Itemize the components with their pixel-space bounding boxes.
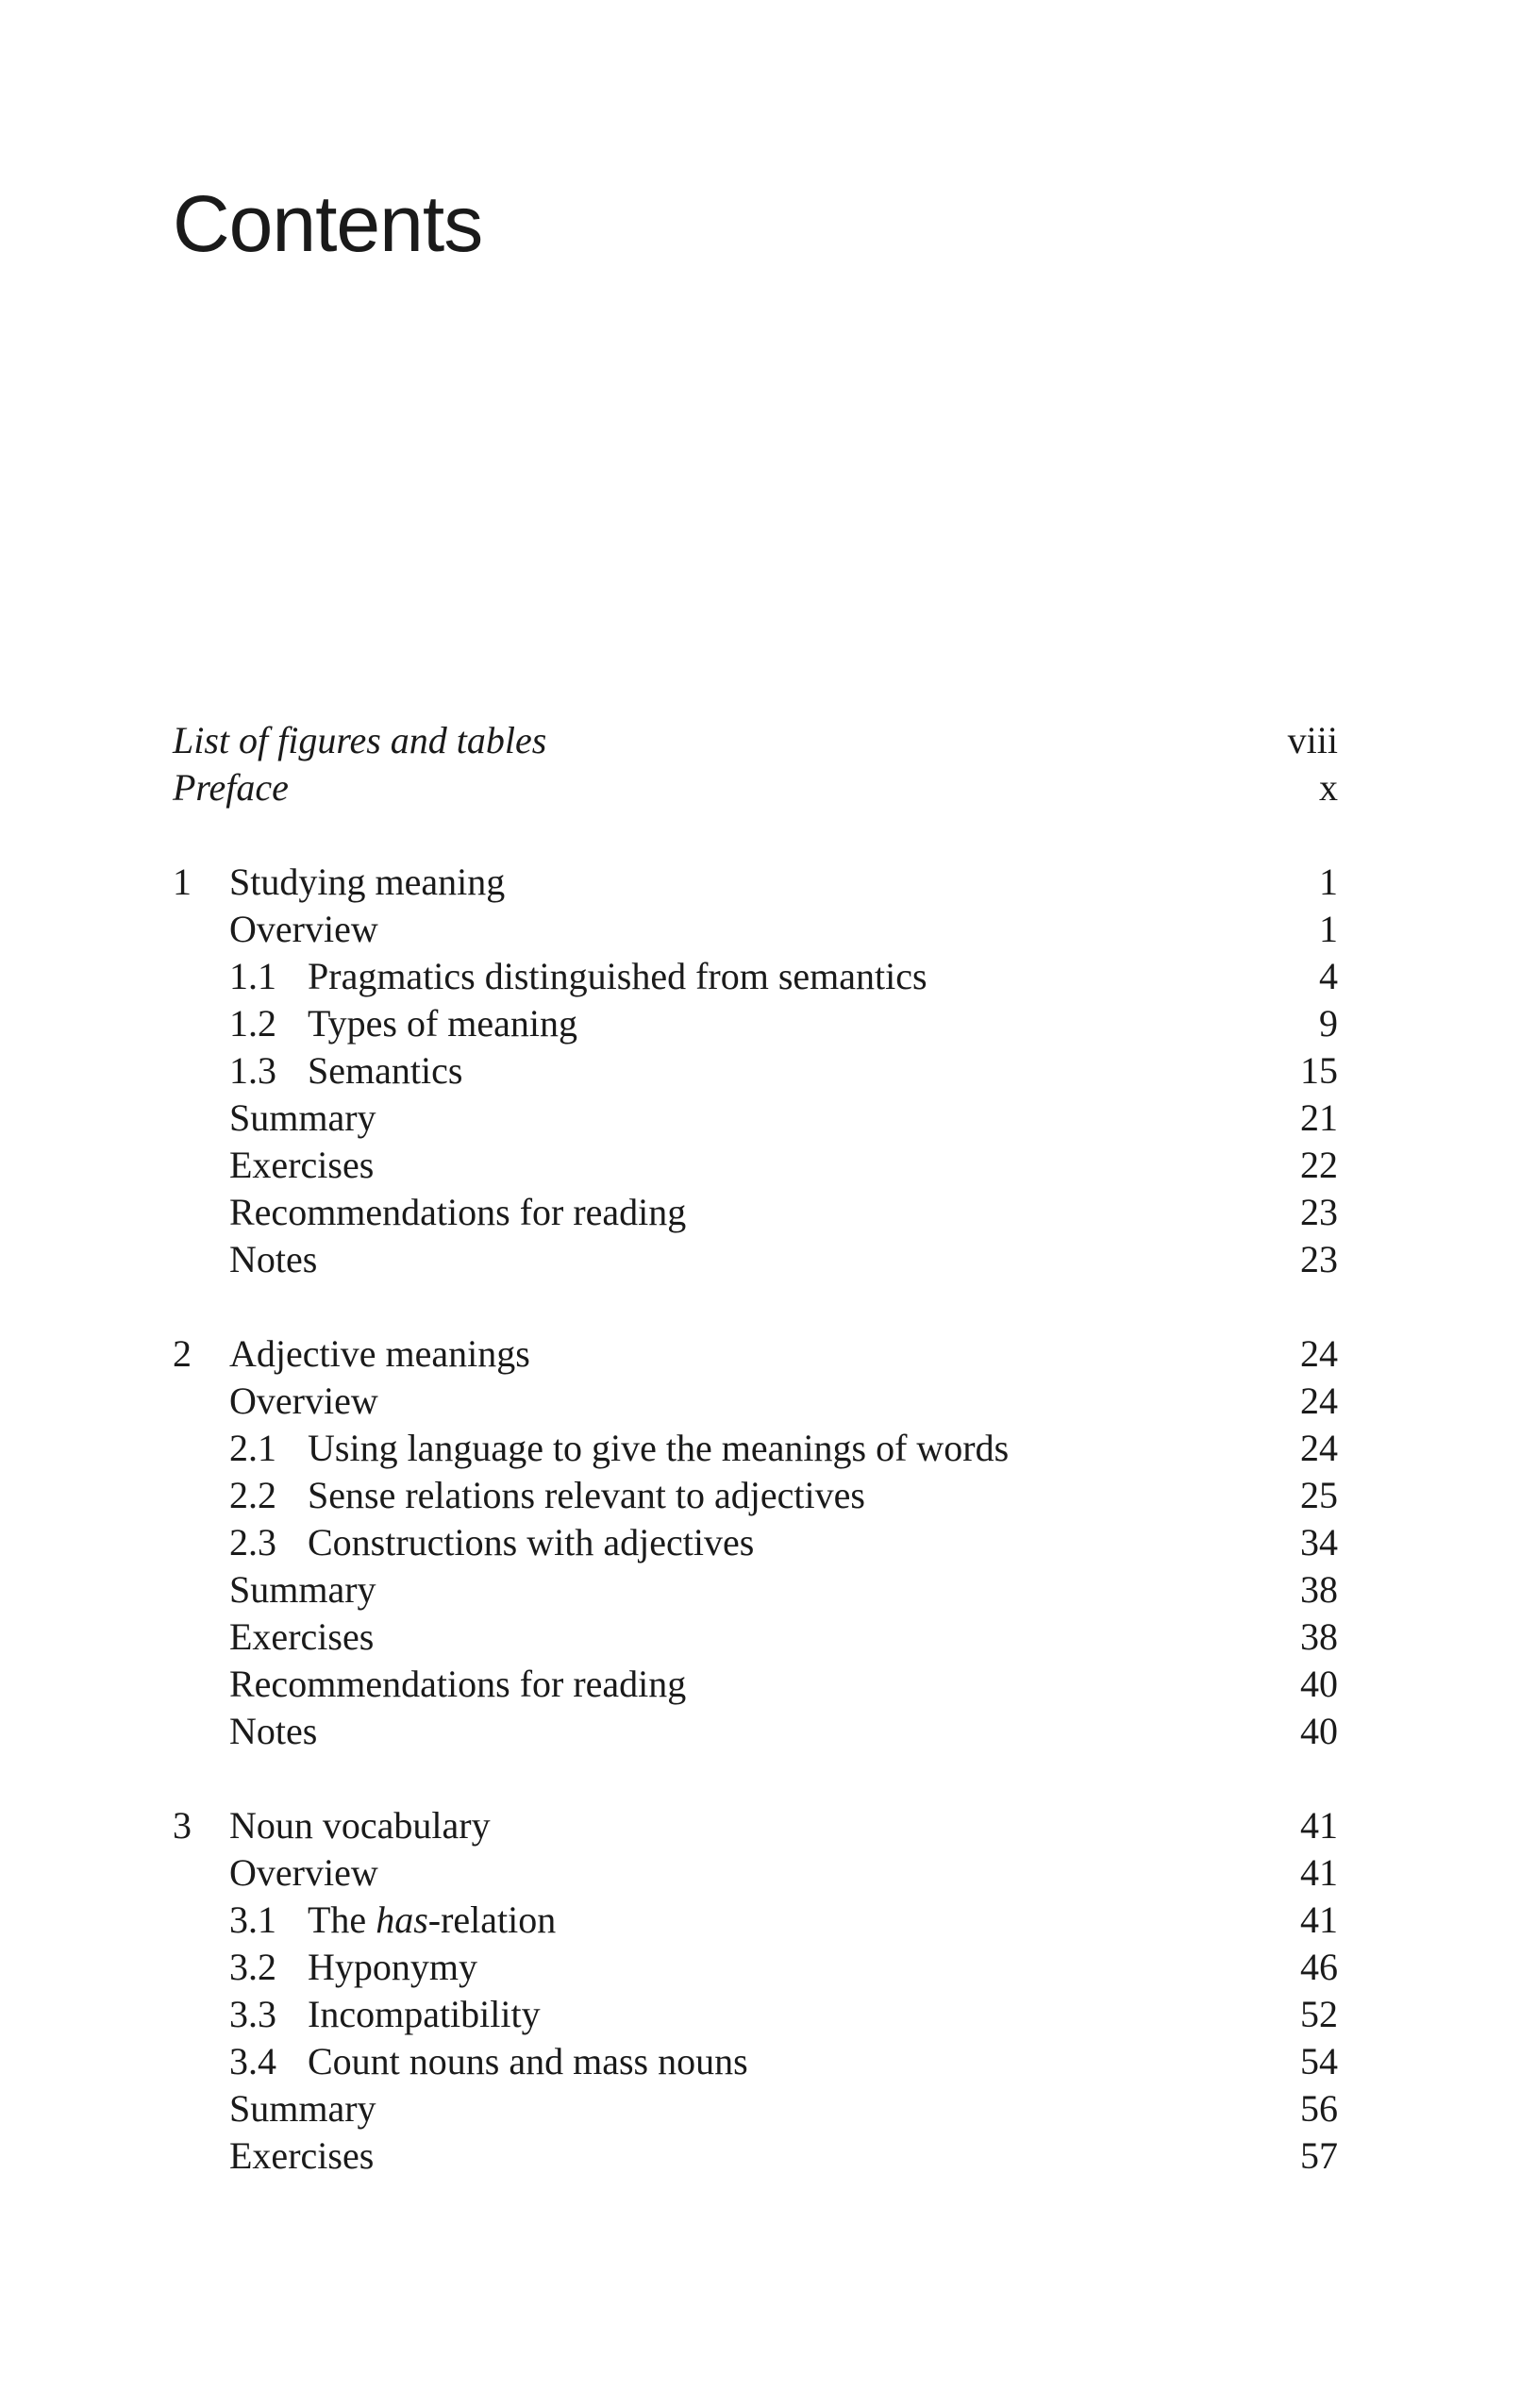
toc-entry[interactable] xyxy=(173,1236,1338,1283)
section-number: 1.1 xyxy=(229,955,276,997)
toc-entry[interactable] xyxy=(173,1566,1338,1614)
page-title: Contents xyxy=(173,179,483,268)
section-number: 3.3 xyxy=(229,1993,276,2035)
section-title: Constructions with adjectives xyxy=(308,1521,755,1564)
toc-entry-page: viii xyxy=(1287,719,1338,761)
toc-entry-page: 23 xyxy=(1300,1191,1338,1233)
toc-entry[interactable] xyxy=(173,1095,1338,1142)
toc-entry-page: 56 xyxy=(1300,2087,1338,2130)
section-number: 2.3 xyxy=(229,1521,276,1564)
toc-entry-page: 54 xyxy=(1300,2040,1338,2082)
section-title-rest: -relation xyxy=(427,1898,557,1941)
toc-entry-page: 52 xyxy=(1300,1993,1338,2035)
toc-entry-title: Summary xyxy=(229,2087,376,2130)
toc-entry-page: 57 xyxy=(1300,2134,1338,2177)
toc-chapter-2[interactable] xyxy=(173,1330,1338,1378)
section-title xyxy=(308,1897,556,1944)
toc-entry-page: 46 xyxy=(1300,1946,1338,1988)
toc-entry[interactable] xyxy=(173,1142,1338,1189)
section-title: Using language to give the meanings of words xyxy=(308,1427,1010,1469)
section-title: Incompatibility xyxy=(308,1993,541,2035)
toc-entry-page: 23 xyxy=(1300,1238,1338,1280)
toc-entry-page: 21 xyxy=(1300,1096,1338,1139)
section-number: 3.2 xyxy=(229,1946,276,1988)
toc-entry-page: 34 xyxy=(1300,1521,1338,1564)
section-title: Count nouns and mass nouns xyxy=(308,2040,748,2082)
toc-entry-page: 41 xyxy=(1300,1804,1338,1847)
toc-entry-page: 25 xyxy=(1300,1474,1338,1516)
toc-section[interactable] xyxy=(173,1047,1338,1095)
toc-entry[interactable] xyxy=(173,1708,1338,1755)
toc-chapter-3[interactable] xyxy=(173,1802,1338,1849)
toc-entry[interactable] xyxy=(173,1189,1338,1236)
toc-entry[interactable] xyxy=(173,2085,1338,2132)
toc-entry-title: Preface xyxy=(173,766,289,809)
toc-section[interactable] xyxy=(173,1519,1338,1566)
toc-entry[interactable] xyxy=(173,906,1338,953)
toc-entry-preface[interactable] xyxy=(173,764,1338,811)
toc-entry-page: 1 xyxy=(1319,908,1338,950)
toc-entry-title: Exercises xyxy=(229,1615,375,1658)
toc-entry-title: Overview xyxy=(229,1851,378,1894)
toc-section[interactable] xyxy=(173,1000,1338,1047)
chapter-title: Adjective meanings xyxy=(229,1332,530,1375)
toc-section[interactable] xyxy=(173,953,1338,1000)
toc-section[interactable] xyxy=(173,1897,1338,1944)
toc-entry-title: Overview xyxy=(229,1380,378,1422)
toc-entry[interactable] xyxy=(173,1849,1338,1897)
toc-entry-page: 41 xyxy=(1300,1898,1338,1941)
toc-entry-page: 15 xyxy=(1300,1049,1338,1092)
section-title: Pragmatics distinguished from semantics xyxy=(308,955,927,997)
section-number: 2.1 xyxy=(229,1427,276,1469)
toc-chapter-1[interactable] xyxy=(173,859,1338,906)
section-title: Semantics xyxy=(308,1049,463,1092)
section-title-italic: has xyxy=(376,1898,428,1941)
section-title: Sense relations relevant to adjectives xyxy=(308,1474,865,1516)
toc-section[interactable] xyxy=(173,1991,1338,2038)
toc-entry-title: List of figures and tables xyxy=(173,719,547,761)
toc-entry-page: 4 xyxy=(1319,955,1338,997)
chapter-number: 1 xyxy=(173,861,192,903)
section-title: Hyponymy xyxy=(308,1946,477,1988)
toc-entry-page: 22 xyxy=(1300,1144,1338,1186)
toc-entry-page: 24 xyxy=(1300,1380,1338,1422)
toc-entry-title: Notes xyxy=(229,1710,318,1752)
toc-entry[interactable] xyxy=(173,1614,1338,1661)
toc-entry[interactable] xyxy=(173,2132,1338,2180)
toc-entry-page: 1 xyxy=(1319,861,1338,903)
toc-entry-page: x xyxy=(1319,766,1338,809)
section-number: 1.3 xyxy=(229,1049,276,1092)
toc-entry-title: Summary xyxy=(229,1568,376,1611)
toc-entry-page: 40 xyxy=(1300,1710,1338,1752)
toc-entry-list-of-figures[interactable] xyxy=(173,717,1338,764)
toc-section[interactable] xyxy=(173,2038,1338,2085)
section-title: Types of meaning xyxy=(308,1002,578,1045)
toc-entry-title: Notes xyxy=(229,1238,318,1280)
chapter-number: 3 xyxy=(173,1804,192,1847)
chapter-title: Studying meaning xyxy=(229,861,506,903)
toc-entry-page: 24 xyxy=(1300,1427,1338,1469)
toc-entry-page: 24 xyxy=(1300,1332,1338,1375)
toc-entry-title: Recommendations for reading xyxy=(229,1191,687,1233)
section-number: 3.1 xyxy=(229,1898,276,1941)
toc-entry-page: 9 xyxy=(1319,1002,1338,1045)
toc-entry-title: Exercises xyxy=(229,1144,375,1186)
section-number: 3.4 xyxy=(229,2040,276,2082)
chapter-title: Noun vocabulary xyxy=(229,1804,491,1847)
section-title-prefix: The xyxy=(308,1898,376,1941)
toc-section[interactable] xyxy=(173,1472,1338,1519)
chapter-number: 2 xyxy=(173,1332,192,1375)
toc-entry-page: 41 xyxy=(1300,1851,1338,1894)
toc-entry-page: 38 xyxy=(1300,1568,1338,1611)
toc-entry-title: Overview xyxy=(229,908,378,950)
toc-entry[interactable] xyxy=(173,1661,1338,1708)
section-number: 2.2 xyxy=(229,1474,276,1516)
table-of-contents xyxy=(173,717,1338,2180)
toc-entry-page: 40 xyxy=(1300,1663,1338,1705)
section-number: 1.2 xyxy=(229,1002,276,1045)
toc-entry-page: 38 xyxy=(1300,1615,1338,1658)
toc-entry-title: Recommendations for reading xyxy=(229,1663,687,1705)
toc-entry-title: Summary xyxy=(229,1096,376,1139)
toc-section[interactable] xyxy=(173,1425,1338,1472)
toc-entry[interactable] xyxy=(173,1378,1338,1425)
toc-section[interactable] xyxy=(173,1944,1338,1991)
toc-entry-title: Exercises xyxy=(229,2134,375,2177)
